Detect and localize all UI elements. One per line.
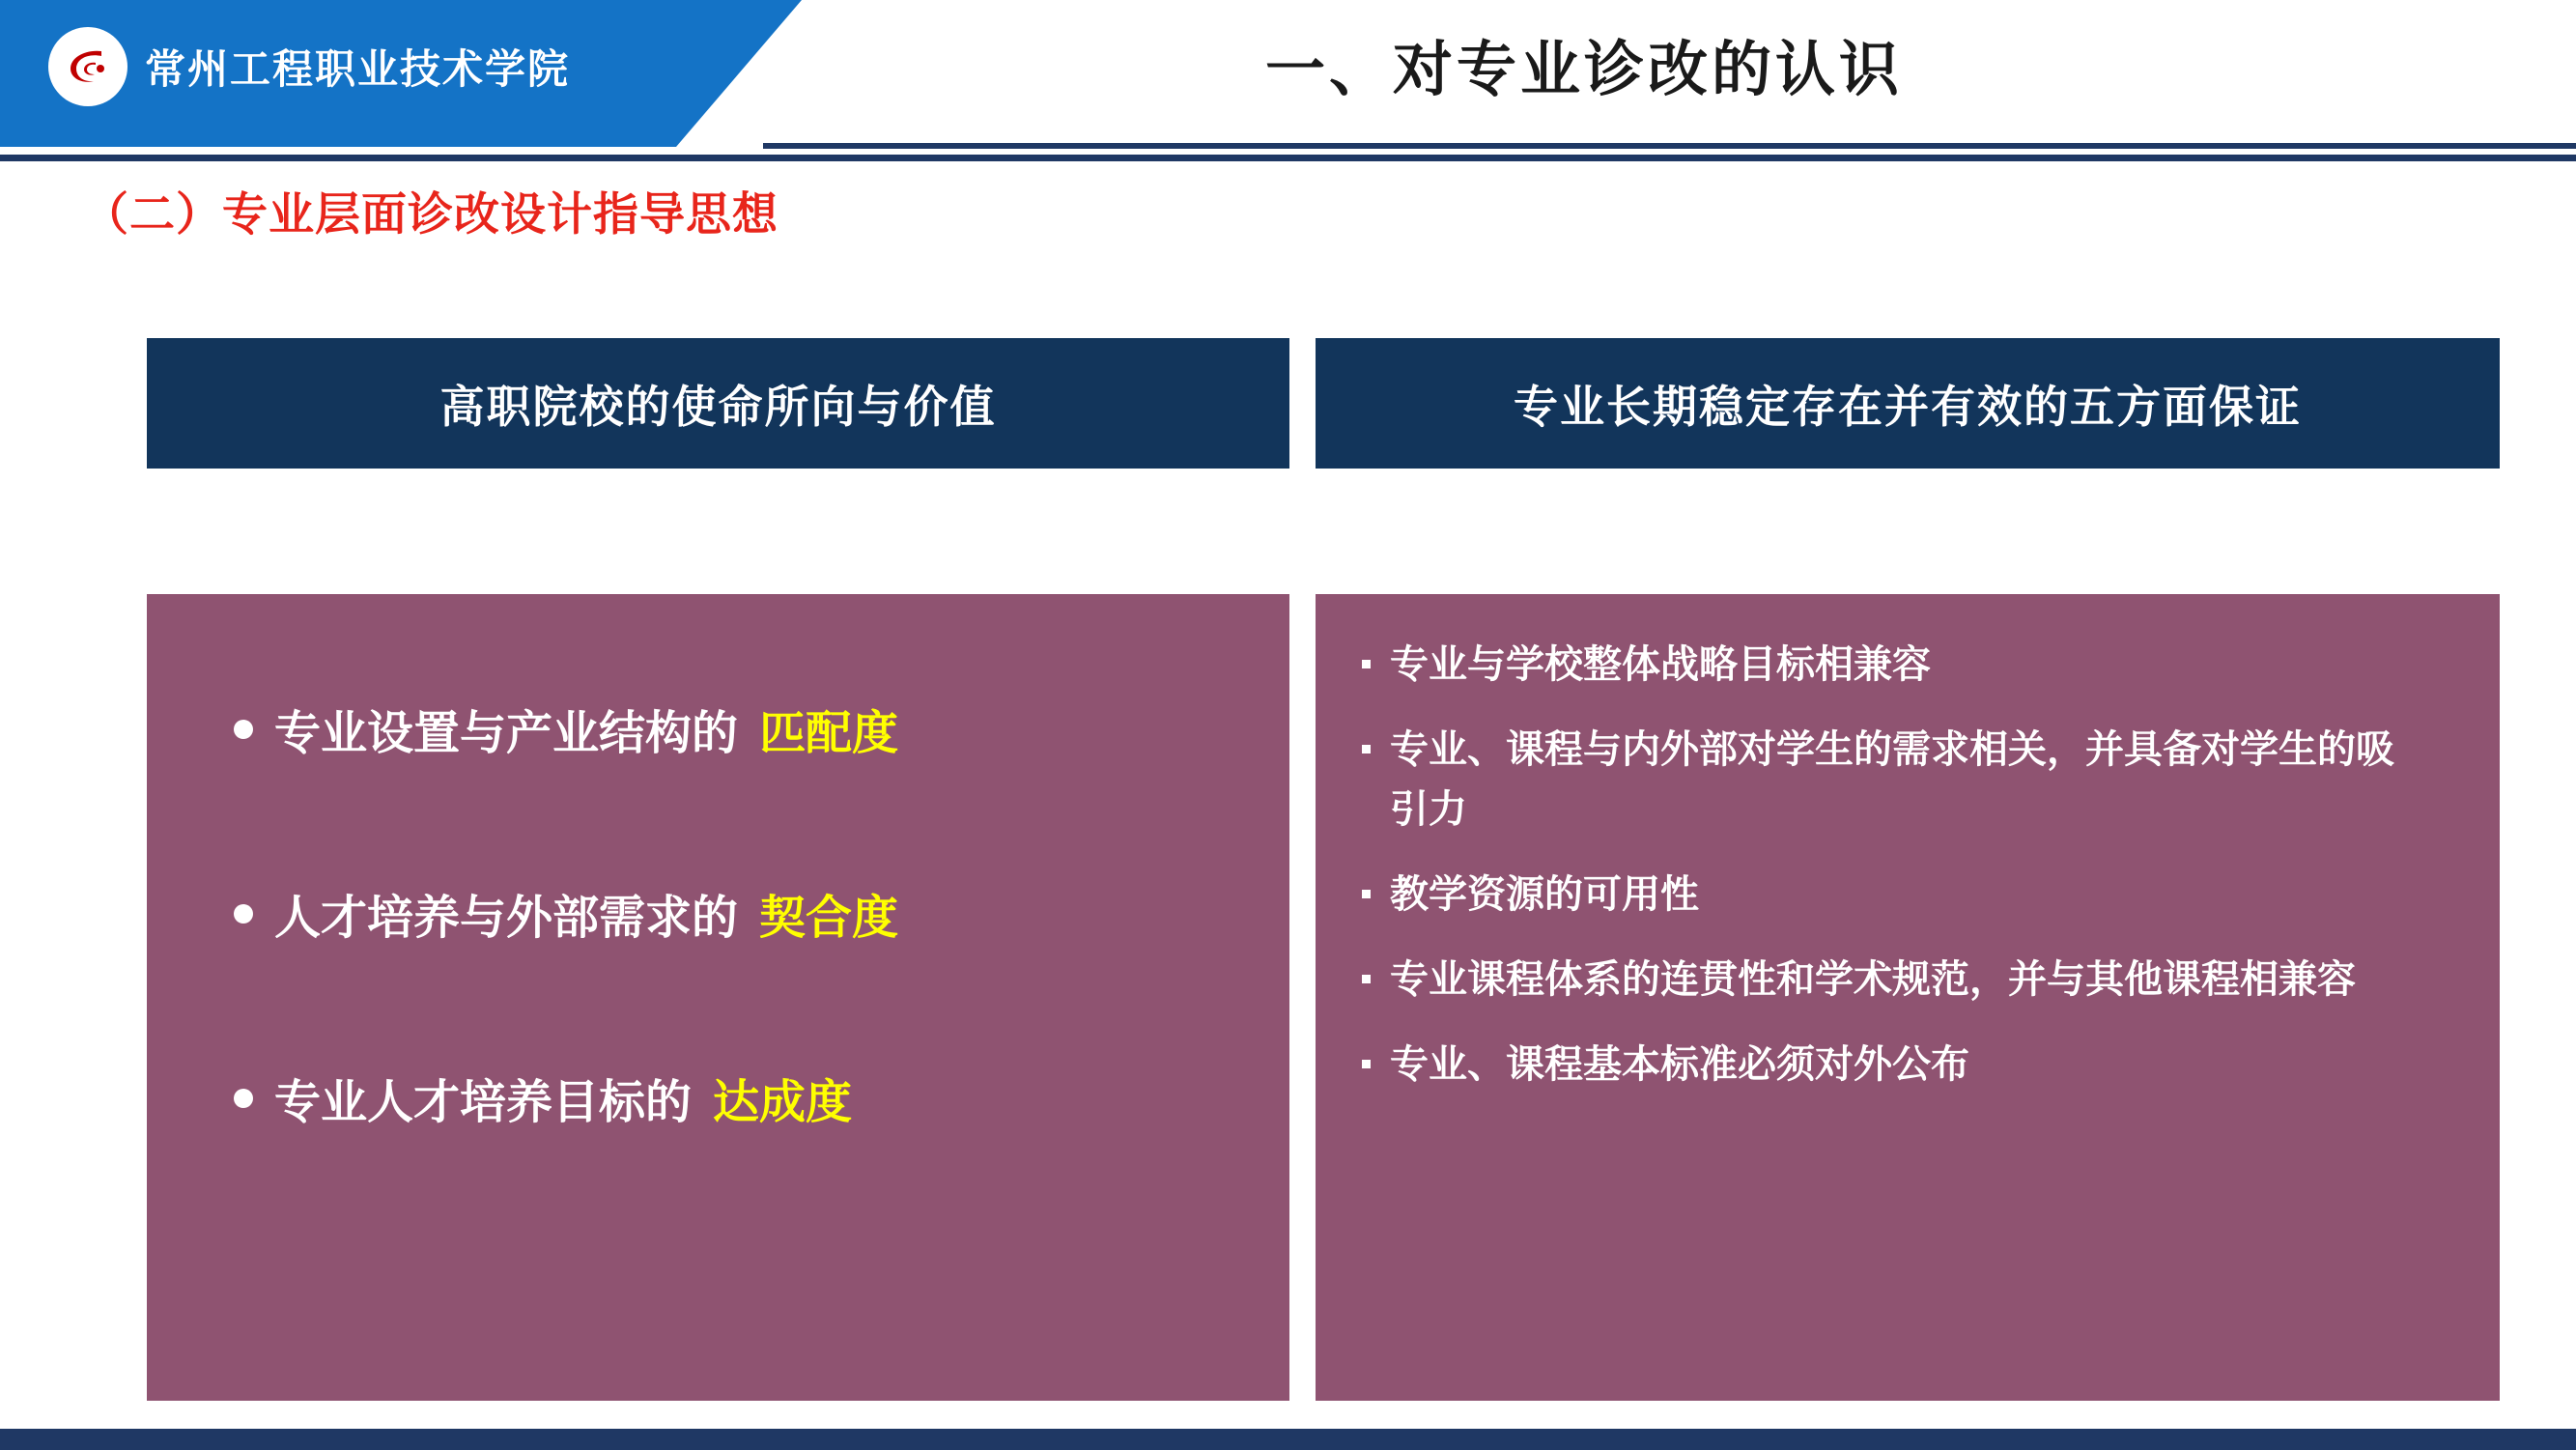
section-subtitle: （二）专业层面诊改设计指导思想 [83,188,778,242]
list-item [234,880,1251,947]
list-item [1362,950,2471,1009]
panel-left [147,594,1289,1401]
left-bullet-list [234,696,1251,1131]
list-item [1362,635,2471,695]
bullet-square-icon [1362,745,1371,753]
header-rule-secondary [0,155,2576,161]
bullet-square-icon [1362,1060,1371,1068]
bullet-dot-icon [234,1089,253,1108]
list-item-label: 人才培养与外部需求的 [274,891,739,945]
slide-header [0,0,2576,155]
list-item-highlight: 契合度 [759,891,899,945]
column-heading-left: 高职院校的使命所向与价值 [147,338,1289,469]
header-rule [763,143,2576,149]
right-bullet-list [1362,635,2471,1120]
bullet-square-icon [1362,660,1371,668]
list-item [1362,865,2471,924]
school-emblem-icon [48,27,127,106]
list-item-label: 专业课程体系的连贯性和学术规范，并与其他课程相兼容 [1390,957,2356,1002]
panel-right [1316,594,2500,1401]
bullet-square-icon [1362,890,1371,898]
page-title: 一、对专业诊改的认识 [1264,34,1903,104]
list-item-label: 专业、课程与内外部对学生的需求相关，并具备对学生的吸引力 [1390,727,2394,832]
list-item [1362,720,2471,839]
list-item-highlight: 匹配度 [759,706,899,760]
bullet-square-icon [1362,975,1371,983]
footer-bar [0,1429,2576,1450]
list-item-highlight: 达成度 [713,1075,853,1129]
bullet-dot-icon [234,720,253,739]
column-heading-right: 专业长期稳定存在并有效的五方面保证 [1316,338,2500,469]
list-item-label: 专业人才培养目标的 [274,1075,693,1129]
list-item [1362,1035,2471,1095]
list-item-label: 专业、课程基本标准必须对外公布 [1390,1042,1969,1087]
school-name: 常州工程职业技术学院 [145,45,571,93]
list-item-label: 专业设置与产业结构的 [274,706,739,760]
list-item-label: 专业与学校整体战略目标相兼容 [1390,642,1931,687]
school-logo [48,27,570,106]
list-item [234,1065,1251,1131]
list-item-label: 教学资源的可用性 [1390,872,1699,917]
list-item [234,696,1251,762]
bullet-dot-icon [234,904,253,924]
